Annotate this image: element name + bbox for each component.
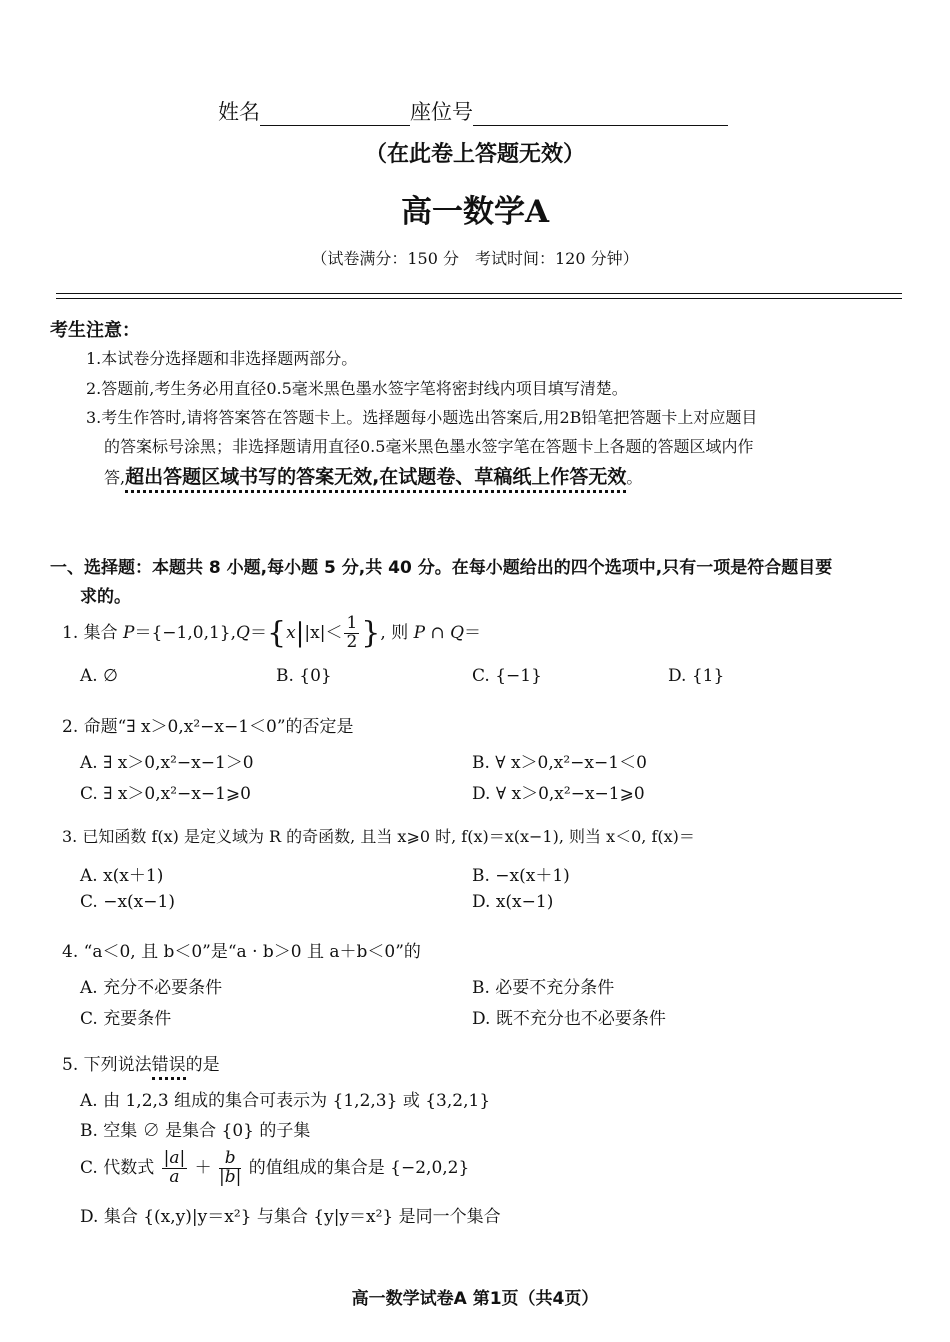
- name-label: 姓名: [218, 100, 260, 124]
- q1-frac-num: 1: [346, 613, 358, 634]
- notice-heading: 考生注意：: [50, 320, 140, 341]
- section-1-heading: 一、选择题：本题共 8 小题,每小题 5 分,共 40 分。在每小题给出的四个选项中,只有一项是符合题目要: [50, 558, 833, 578]
- question-3-stem: 3. 已知函数 f(x) 是定义域为 R 的奇函数, 且当 x⩾0 时, f(x)＝x(x−1), 则当 x＜0, f(x)＝: [62, 827, 695, 846]
- question-2-stem: 2. 命题“∃ x＞0,x²−x−1＜0”的否定是: [62, 717, 354, 737]
- question-1-stem: [62, 613, 481, 654]
- q1-option-d[interactable]: D. {1}: [668, 666, 725, 686]
- q2-option-b[interactable]: B. ∀ x＞0,x²−x−1＜0: [472, 753, 647, 773]
- exam-title: 高一数学A: [400, 194, 550, 230]
- notice-item-1: 1.本试卷分选择题和非选择题两部分。: [86, 349, 358, 368]
- q1-brace-close: }: [361, 615, 381, 651]
- q3-option-d[interactable]: D. x(x−1): [472, 892, 554, 912]
- notice-item-3-line-1: 3.考生作答时,请将答案答在答题卡上。选择题每小题选出答案后,用2B铅笔把答题卡上对应题目: [86, 408, 758, 427]
- q2-option-d[interactable]: D. ∀ x＞0,x²−x−1⩾0: [472, 784, 645, 804]
- q3-option-c[interactable]: C. −x(x−1): [80, 892, 175, 912]
- q1-text: |x|＜: [304, 623, 343, 643]
- q1-text: ＝: [464, 623, 482, 643]
- q5-text: 的是: [185, 1055, 220, 1075]
- exam-meta: （试卷满分：150 分 考试时间：120 分钟）: [311, 249, 639, 268]
- q1-text: ＝{−1,0,1},: [134, 623, 237, 643]
- q2-option-c[interactable]: C. ∃ x＞0,x²−x−1⩾0: [80, 784, 251, 804]
- q3-option-b[interactable]: B. −x(x＋1): [472, 866, 570, 886]
- q5-option-d[interactable]: D. 集合 {(x,y)|y＝x²} 与集合 {y|y＝x²} 是同一个集合: [80, 1207, 501, 1227]
- page-footer: 高一数学试卷A 第1页（共4页）: [351, 1289, 599, 1309]
- q2-option-a[interactable]: A. ∃ x＞0,x²−x−1＞0: [80, 753, 254, 773]
- q4-option-d[interactable]: D. 既不充分也不必要条件: [472, 1009, 666, 1029]
- header-divider-bottom: [56, 298, 902, 299]
- name-field[interactable]: [260, 105, 410, 126]
- question-5-stem: [62, 1050, 220, 1075]
- q1-var-q: Q: [236, 623, 250, 643]
- q5-c-f1-num: |a|: [163, 1148, 186, 1169]
- q1-option-c[interactable]: C. {−1}: [472, 666, 542, 686]
- notice-item-2: 2.答题前,考生务必用直径0.5毫米黑色墨水签字笔将密封线内项目填写清楚。: [86, 379, 628, 398]
- q1-option-b[interactable]: B. {0}: [276, 666, 332, 686]
- q3-option-a[interactable]: A. x(x＋1): [80, 866, 164, 886]
- header-divider-top: [56, 293, 902, 294]
- q5-emphasis: 错误: [152, 1055, 186, 1080]
- q5-c-plus: ＋: [189, 1158, 218, 1178]
- section-1-heading-cont: 求的。: [80, 587, 131, 607]
- q1-text: ＝: [249, 623, 267, 643]
- notice-item-3-suffix: 。: [626, 468, 643, 487]
- q4-option-b[interactable]: B. 必要不充分条件: [472, 978, 615, 998]
- q1-text: 1. 集合: [62, 623, 124, 643]
- q1-fraction: [344, 615, 359, 652]
- q5-text: 5. 下列说法: [62, 1055, 152, 1075]
- q5-option-a[interactable]: A. 由 1,2,3 组成的集合可表示为 {1,2,3} 或 {3,2,1}: [80, 1091, 491, 1111]
- notice-item-3-prefix: 答,: [104, 468, 126, 487]
- student-info-line: [218, 96, 728, 126]
- q5-c-f1-den: a: [169, 1167, 180, 1187]
- q5-c-text: 的值组成的集合是 {−2,0,2}: [243, 1158, 470, 1178]
- q5-option-c[interactable]: [80, 1144, 469, 1192]
- q1-frac-den: 2: [346, 632, 358, 652]
- q5-c-fraction-2: [219, 1150, 241, 1187]
- notice-item-3-line-2: 的答案标号涂黑；非选择题请用直径0.5毫米黑色墨水签字笔在答题卡上各题的答题区域内作: [104, 437, 754, 456]
- invalid-answer-note: （在此卷上答题无效）: [364, 142, 585, 167]
- notice-emphasis: 超出答题区域书写的答案无效,在试题卷、草稿纸上作答无效: [125, 466, 626, 493]
- q1-var-x: x: [286, 623, 296, 643]
- q5-option-b[interactable]: B. 空集 ∅ 是集合 {0} 的子集: [80, 1121, 311, 1141]
- seat-label: 座位号: [410, 100, 473, 124]
- q1-bar: |: [295, 618, 305, 649]
- q1-text: , 则: [380, 623, 414, 643]
- q4-option-c[interactable]: C. 充要条件: [80, 1009, 172, 1029]
- q1-expr: P ∩ Q: [413, 623, 465, 643]
- question-4-stem: 4. “a＜0, 且 b＜0”是“a · b＞0 且 a＋b＜0”的: [62, 942, 421, 962]
- q5-c-f2-num: b: [219, 1150, 241, 1169]
- q5-c-f2-den: |b|: [219, 1167, 242, 1187]
- q1-var-p: P: [123, 623, 135, 643]
- q4-option-a[interactable]: A. 充分不必要条件: [80, 978, 223, 998]
- q1-brace-open: {: [266, 615, 287, 651]
- seat-field[interactable]: [473, 105, 728, 126]
- notice-item-3-line-3: [104, 462, 642, 489]
- q5-c-text: C. 代数式: [80, 1158, 160, 1178]
- q5-c-fraction-1: [162, 1150, 188, 1187]
- q1-option-a[interactable]: A. ∅: [80, 666, 118, 686]
